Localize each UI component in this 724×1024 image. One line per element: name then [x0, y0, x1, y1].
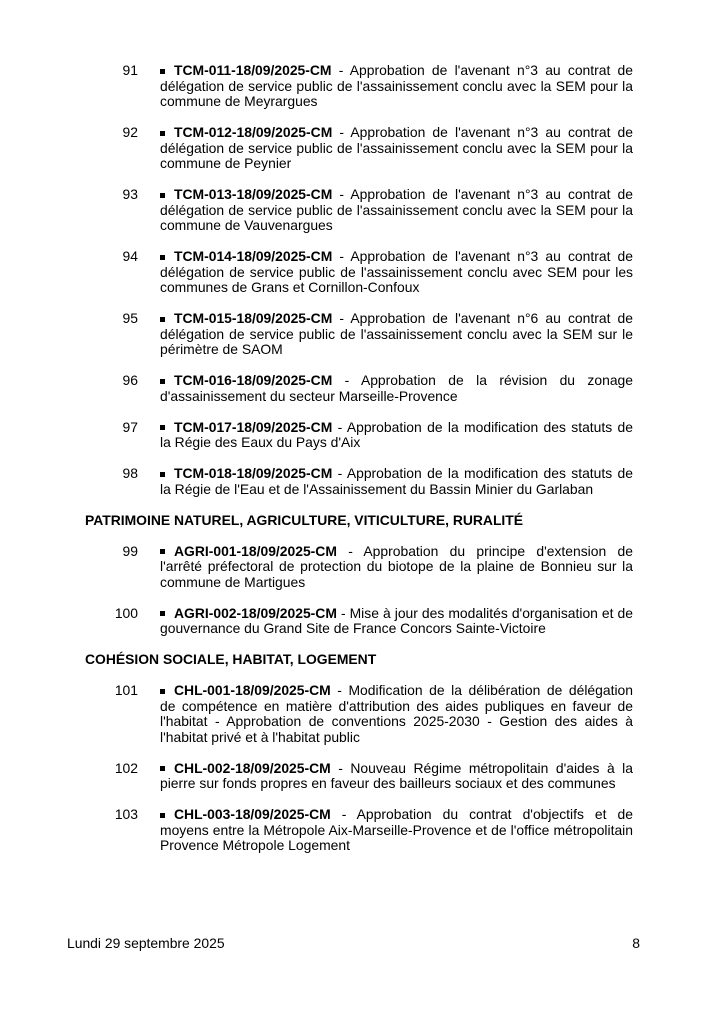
item-separator: -: [336, 604, 350, 621]
item-code: TCM-016-18/09/2025-CM: [174, 372, 333, 388]
item-text: [138, 544, 633, 591]
item-separator: -: [332, 248, 351, 264]
item-number: 98: [122, 465, 138, 481]
item-code: TCM-015-18/09/2025-CM: [174, 310, 333, 326]
item-separator: -: [332, 124, 351, 140]
item-number: 103: [114, 806, 138, 822]
item-text: [138, 606, 633, 637]
item-code: AGRI-001-18/09/2025-CM: [174, 542, 337, 559]
item-code: TCM-017-18/09/2025-CM: [174, 418, 333, 435]
item-separator: -: [332, 418, 347, 435]
item-text: [138, 466, 633, 497]
item-number: 94: [122, 248, 138, 264]
footer-page-number: 8: [632, 935, 640, 951]
item-code: CHL-003-18/09/2025-CM: [174, 806, 331, 822]
square-bullet-icon: [160, 813, 165, 818]
square-bullet-icon: [160, 689, 165, 694]
item-description: Nouveau Régime métropolitain d'aides à la pierre sur fonds propres en faveur des bailleurs sociaux et des communes: [160, 759, 633, 791]
item-number: 91: [122, 62, 138, 78]
square-bullet-icon: [160, 317, 165, 322]
item-number: 99: [122, 542, 138, 559]
agenda-item: [0, 544, 633, 591]
item-description: Approbation de l'avenant n°3 au contrat de délégation de service public de l'assainissement conclu avec la SEM pour la commune de Peynier: [160, 124, 634, 171]
agenda-item: [0, 187, 633, 234]
agenda-item: [0, 249, 633, 296]
item-text: [138, 187, 633, 234]
item-number: 100: [114, 604, 138, 621]
item-code: TCM-012-18/09/2025-CM: [174, 124, 333, 140]
item-description: Approbation de la modification des statuts de la Régie des Eaux du Pays d'Aix: [160, 418, 633, 450]
section-heading: PATRIMOINE NATUREL, AGRICULTURE, VITICULTURE, RURALITÉ: [85, 511, 524, 528]
square-bullet-icon: [160, 131, 165, 136]
agenda-item: [0, 761, 633, 792]
item-separator: -: [330, 682, 349, 698]
item-text: [138, 63, 633, 110]
item-description: Mise à jour des modalités d'organisation et de gouvernance du Grand Site de France Concors Sainte-Victoire: [160, 604, 633, 636]
item-number: 93: [122, 186, 138, 202]
item-code: CHL-001-18/09/2025-CM: [174, 682, 331, 698]
square-bullet-icon: [160, 611, 165, 616]
item-description: Approbation de la modification des statuts de la Régie de l'Eau et de l'Assainissement du Bassin Minier du Garlaban: [160, 465, 633, 497]
item-code: TCM-018-18/09/2025-CM: [174, 465, 333, 481]
square-bullet-icon: [160, 766, 165, 771]
agenda-item: [0, 125, 633, 172]
item-separator: -: [332, 465, 347, 481]
item-number: 95: [122, 310, 138, 326]
agenda-item: [0, 683, 633, 745]
item-text: [138, 311, 633, 358]
page-footer: [67, 936, 658, 952]
square-bullet-icon: [160, 472, 165, 477]
item-separator: -: [330, 806, 357, 822]
item-separator: -: [330, 759, 351, 776]
item-text: [138, 761, 633, 792]
square-bullet-icon: [160, 425, 165, 430]
item-code: TCM-011-18/09/2025-CM: [174, 62, 332, 78]
item-code: TCM-013-18/09/2025-CM: [174, 186, 333, 202]
item-number: 101: [114, 682, 138, 698]
item-text: [138, 249, 633, 296]
square-bullet-icon: [160, 255, 165, 260]
agenda-item: [0, 311, 633, 358]
footer-date: Lundi 29 septembre 2025: [67, 935, 225, 951]
item-separator: -: [332, 186, 351, 202]
item-separator: -: [336, 542, 364, 559]
item-code: TCM-014-18/09/2025-CM: [174, 248, 333, 264]
item-text: [138, 807, 633, 854]
item-description: Approbation de l'avenant n°3 au contrat de délégation de service public de l'assainissement conclu avec la SEM pour la commune de Vauvenargues: [160, 186, 634, 233]
square-bullet-icon: [160, 69, 165, 74]
item-text: [138, 125, 633, 172]
item-separator: -: [331, 62, 350, 78]
item-description: Approbation de l'avenant n°6 au contrat de délégation de service public de l'assainissement conclu avec la SEM sur le périmètre de SAOM: [160, 310, 634, 357]
square-bullet-icon: [160, 379, 165, 384]
item-number: 92: [122, 124, 138, 140]
item-number: 102: [114, 759, 138, 776]
item-number: 97: [122, 418, 138, 435]
agenda-item: [0, 807, 633, 854]
item-description: Approbation de l'avenant n°3 au contrat de délégation de service public de l'assainissement conclu avec la SEM pour la commune de Meyrargues: [160, 62, 634, 109]
agenda-item: [0, 63, 633, 110]
agenda-item: [0, 466, 633, 497]
item-description: Approbation de la révision du zonage d'assainissement du secteur Marseille-Provence: [160, 372, 634, 404]
agenda-item: [0, 373, 633, 404]
item-text: [138, 373, 633, 404]
item-description: Approbation du principe d'extension de l'arrêté préfectoral de protection du biotope de la plaine de Bonnieu sur la commune de Martigues: [160, 542, 633, 590]
item-text: [138, 683, 633, 745]
item-code: AGRI-002-18/09/2025-CM: [174, 604, 337, 621]
item-number: 96: [122, 372, 138, 388]
item-text: [138, 420, 633, 451]
square-bullet-icon: [160, 193, 165, 198]
item-description: Approbation de l'avenant n°3 au contrat de délégation de service public de l'assainissement conclu avec SEM pour les communes de Grans et Cornillon-Confoux: [160, 248, 634, 295]
item-description: Modification de la délibération de délégation de compétence en matière d'attribution des aides publiques en faveur de l'habitat - Approbation de conventions 2025-2030 - Gestion des aides à l'habitat privé et à l'habitat public: [160, 682, 633, 745]
item-code: CHL-002-18/09/2025-CM: [174, 759, 331, 776]
item-separator: -: [332, 310, 351, 326]
item-separator: -: [332, 372, 361, 388]
agenda-item: [0, 606, 633, 637]
item-description: Approbation du contrat d'objectifs et de moyens entre la Métropole Aix-Marseille-Provence et de l'office métropolitain Provence Métropole Logement: [160, 806, 633, 853]
square-bullet-icon: [160, 549, 165, 554]
section-heading: COHÉSION SOCIALE, HABITAT, LOGEMENT: [85, 651, 377, 667]
agenda-item: [0, 420, 633, 451]
